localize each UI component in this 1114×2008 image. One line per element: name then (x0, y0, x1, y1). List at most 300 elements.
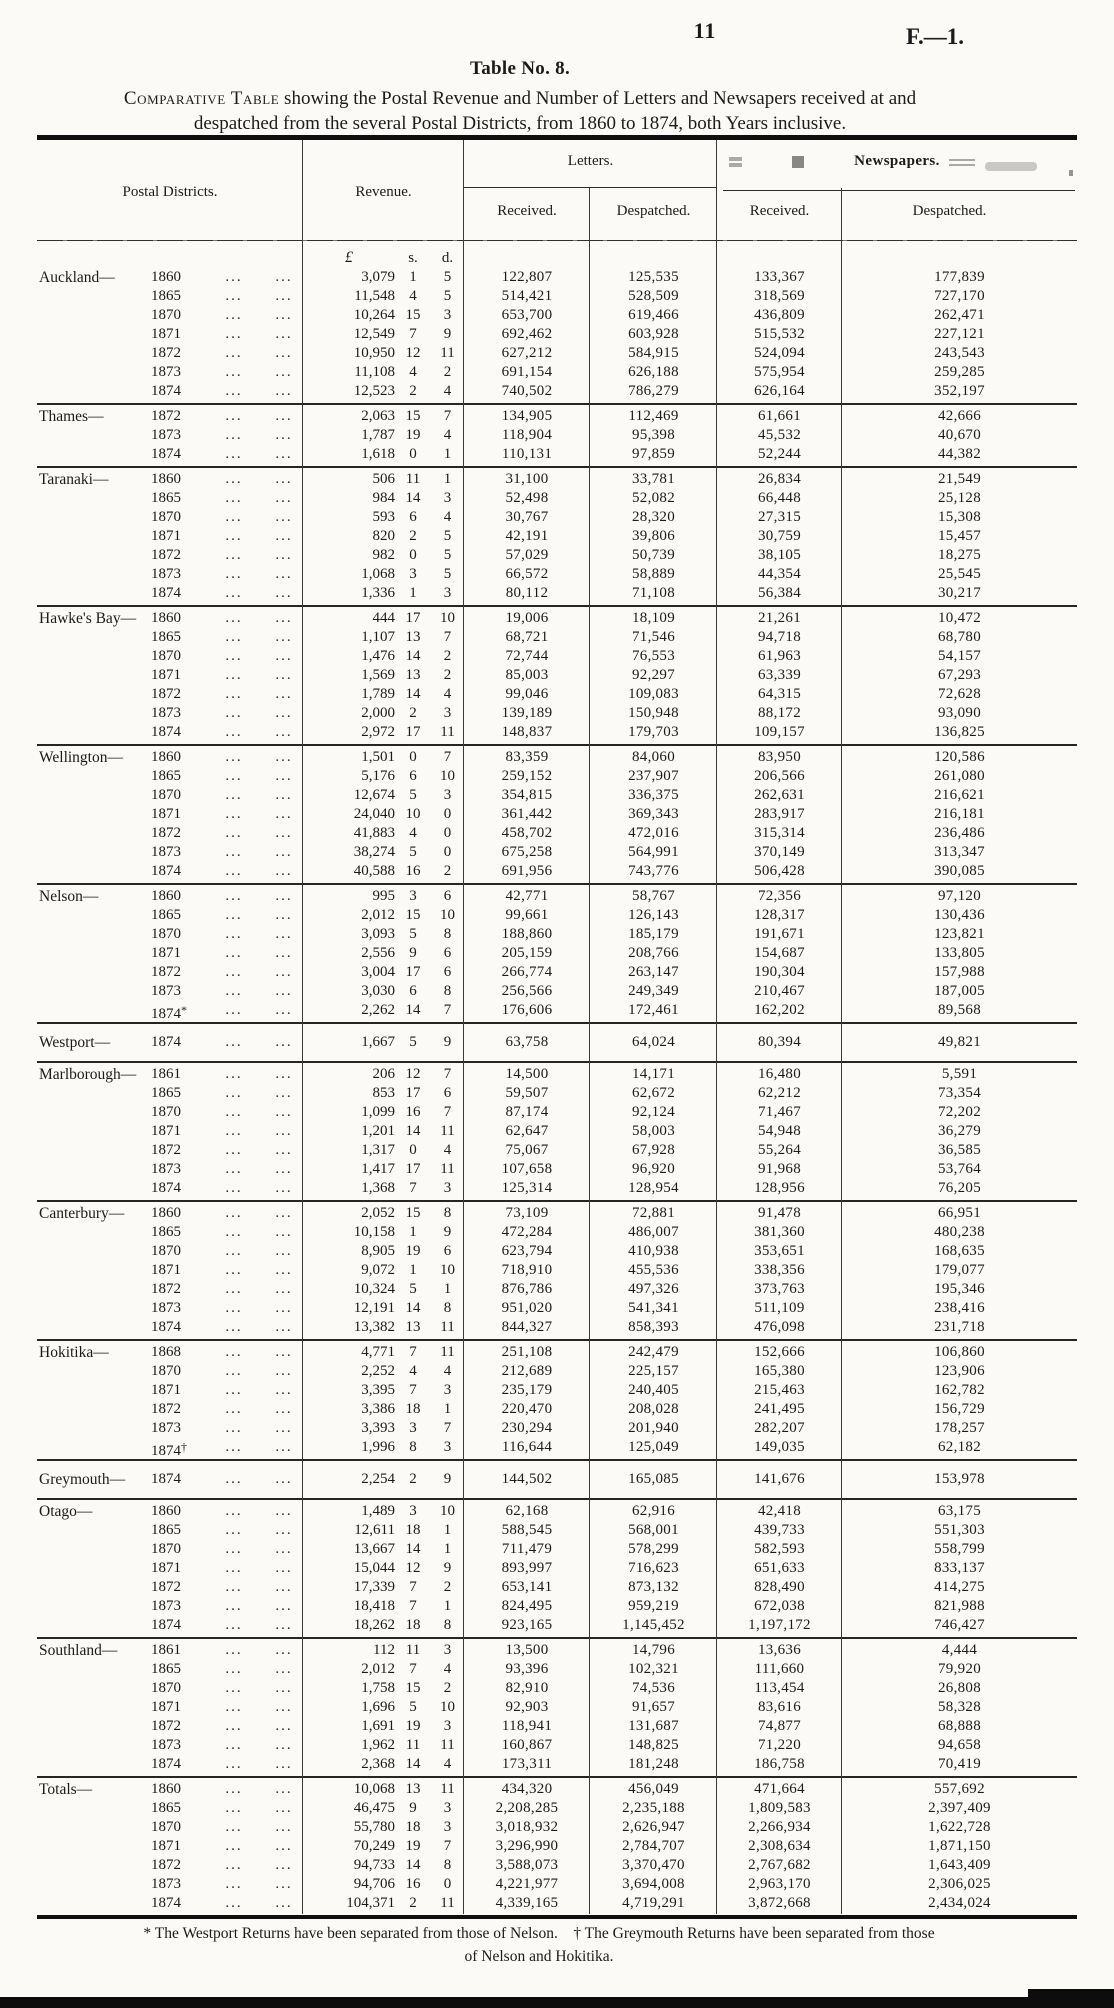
dot-leader: ... (225, 566, 243, 582)
letters-received-value: 951,020 (501, 1300, 553, 1316)
district-group (37, 609, 1077, 742)
district-name (37, 565, 151, 584)
year-label: 1870 (151, 1819, 181, 1835)
dot-leader: ... (225, 1401, 243, 1417)
year-label: 1872 (151, 964, 181, 980)
newspapers-despatched-value: 62,182 (937, 1439, 982, 1455)
revenue-shillings-value: 14 (405, 1541, 421, 1557)
table-row (37, 1856, 1077, 1875)
table-row (37, 1470, 1077, 1489)
newspapers-received-value: 282,207 (754, 1420, 805, 1436)
revenue-cell (303, 1179, 464, 1198)
year-label: 1874 (151, 724, 181, 740)
revenue-pence-value: 8 (443, 926, 452, 942)
district-year-cell (37, 1438, 303, 1461)
footnote-line1: * The Westport Returns have been separated from those of Nelson. † The Greymouth Returns have been separated from those (143, 1925, 935, 1942)
letters-received-value: 118,904 (501, 427, 553, 443)
revenue-cell (303, 685, 464, 704)
revenue-pounds-value: 2,252 (361, 1363, 395, 1379)
newspapers-despatched-value: 36,279 (937, 1123, 982, 1139)
newspapers-despatched-value: 157,988 (934, 964, 985, 980)
revenue-pounds-value: 2,063 (361, 408, 395, 424)
district-year-cell (37, 982, 303, 1001)
revenue-pence-value: 5 (443, 547, 452, 563)
revenue-pence-value: 9 (443, 326, 452, 342)
newspapers-despatched-value: 10,472 (937, 610, 982, 626)
letters-despatched-value: 128,954 (628, 1180, 679, 1196)
letters-despatched-value: 71,546 (631, 629, 676, 645)
revenue-shillings-value: 1 (409, 269, 417, 285)
dot-leader: ... (275, 1002, 293, 1018)
revenue-cell (303, 1261, 464, 1280)
revenue-pence-value: 11 (440, 1319, 455, 1335)
revenue-pence-value: 1 (443, 1541, 452, 1557)
revenue-shillings-value: 2 (409, 705, 417, 721)
table-row (37, 1502, 1077, 1521)
letters-received-value: 83,359 (505, 749, 549, 765)
letters-despatched-value: 603,928 (628, 326, 679, 342)
revenue-cell (303, 1223, 464, 1242)
revenue-pence-value: 4 (443, 686, 452, 702)
revenue-cell (303, 786, 464, 805)
revenue-cell (303, 407, 464, 426)
year-label: 1873 (151, 705, 181, 721)
dot-leader: ... (275, 1205, 293, 1221)
revenue-pence-value: 4 (443, 383, 452, 399)
newspapers-despatched-value: 66,951 (937, 1205, 982, 1221)
dot-leader: ... (225, 1503, 243, 1519)
letters-received-value: 125,314 (501, 1180, 553, 1196)
year-label: 1874 (151, 1617, 181, 1633)
revenue-shillings-value: 12 (405, 1066, 421, 1082)
year-label: 1874 (151, 383, 181, 399)
revenue-shillings-value: 18 (405, 1522, 421, 1538)
dot-leader: ... (225, 1363, 243, 1379)
dot-leader: ... (225, 1471, 243, 1487)
revenue-cell (303, 268, 464, 287)
revenue-pence-value: 0 (443, 825, 452, 841)
newspapers-received-value: 241,495 (754, 1401, 805, 1417)
revenue-cell (303, 1837, 464, 1856)
letters-received-value: 472,284 (501, 1224, 553, 1240)
year-label: 1872 (151, 408, 181, 424)
group-separator (37, 883, 1077, 885)
district-name (37, 1084, 151, 1103)
revenue-pounds-value: 1,107 (361, 629, 395, 645)
pound-symbol-header: £ (345, 249, 353, 266)
revenue-cell (303, 508, 464, 527)
revenue-pounds-value: 46,475 (353, 1800, 395, 1816)
revenue-cell (303, 1122, 464, 1141)
revenue-pence-value: 5 (443, 269, 452, 285)
revenue-cell (303, 1875, 464, 1894)
revenue-pence-value: 6 (443, 888, 452, 904)
letters-despatched-value: 71,108 (631, 585, 676, 601)
letters-despatched-value: 455,536 (628, 1262, 679, 1278)
newspapers-received-value: 506,428 (754, 863, 805, 879)
revenue-pounds-value: 1,368 (361, 1180, 395, 1196)
district-name (37, 1717, 151, 1736)
letters-despatched-value: 50,739 (631, 547, 676, 563)
district-name: Wellington— (39, 749, 123, 766)
revenue-cell (303, 1318, 464, 1337)
district-group (37, 1026, 1077, 1059)
letters-received-value: 57,029 (505, 547, 549, 563)
year-label: 1870 (151, 926, 181, 942)
newspapers-received-value: 63,339 (757, 667, 802, 683)
table-row (37, 704, 1077, 723)
newspapers-received-value: 62,212 (757, 1085, 802, 1101)
dot-leader: ... (275, 686, 293, 702)
revenue-pence-value: 3 (443, 787, 452, 803)
revenue-pence-value: 9 (443, 1224, 452, 1240)
revenue-pence-value: 9 (443, 1560, 452, 1576)
dot-leader: ... (275, 1756, 293, 1772)
letters-despatched-value: 486,007 (628, 1224, 679, 1240)
revenue-shillings-value: 5 (409, 1281, 417, 1297)
column-header-letters-received: Received. (497, 203, 557, 219)
revenue-cell (303, 843, 464, 862)
table-row (37, 1400, 1077, 1419)
revenue-shillings-value: 1 (409, 585, 417, 601)
district-group (37, 887, 1077, 1020)
table-row (37, 628, 1077, 647)
year-label: 1870 (151, 1541, 181, 1557)
year-label: 1870 (151, 787, 181, 803)
dot-leader: ... (225, 1699, 243, 1715)
district-year-cell (37, 628, 303, 647)
letters-despatched-value: 125,049 (628, 1439, 679, 1455)
revenue-shillings-value: 14 (405, 1002, 421, 1018)
year-label: 1860 (151, 269, 181, 285)
district-year-cell (37, 1736, 303, 1755)
revenue-shillings-value: 2 (409, 528, 417, 544)
revenue-pence-value: 10 (440, 610, 455, 626)
revenue-cell (303, 1894, 464, 1913)
letters-received-value: 160,867 (501, 1737, 553, 1753)
revenue-pence-value: 4 (443, 427, 452, 443)
district-group (37, 1502, 1077, 1635)
letters-despatched-value: 18,109 (631, 610, 676, 626)
table-row (37, 666, 1077, 685)
newspapers-received-value: 210,467 (754, 983, 805, 999)
letters-despatched-value: 84,060 (631, 749, 676, 765)
revenue-cell (303, 862, 464, 881)
year-label: 1860 (151, 749, 181, 765)
table-row (37, 1894, 1077, 1913)
dot-leader: ... (275, 844, 293, 860)
year-label: 1865 (151, 490, 181, 506)
revenue-pence-value: 2 (443, 667, 452, 683)
district-year-cell (37, 407, 303, 426)
district-name (37, 963, 151, 982)
letters-despatched-value: 3,370,470 (622, 1857, 685, 1873)
revenue-pence-value: 6 (443, 1243, 452, 1259)
district-year-cell (37, 1502, 303, 1521)
district-year-cell (37, 1204, 303, 1223)
revenue-shillings-value: 1 (409, 1262, 417, 1278)
table-row (37, 1559, 1077, 1578)
district-year-cell (37, 1799, 303, 1818)
newspapers-despatched-value: 227,121 (934, 326, 985, 342)
table-body (37, 248, 1077, 1913)
dot-leader: ... (225, 1420, 243, 1436)
footnote-mark: * (181, 1003, 187, 1017)
letters-despatched-value: 102,321 (628, 1661, 679, 1677)
newspapers-received-value: 476,098 (754, 1319, 805, 1335)
revenue-pounds-value: 820 (372, 528, 395, 544)
dot-leader: ... (225, 1895, 243, 1911)
district-name (37, 1698, 151, 1717)
district-name: Canterbury— (39, 1205, 125, 1222)
district-name (37, 1578, 151, 1597)
district-name (37, 584, 151, 603)
revenue-cell (303, 584, 464, 603)
newspapers-despatched-value: 97,120 (937, 888, 982, 904)
dot-leader: ... (275, 1503, 293, 1519)
dot-leader: ... (275, 528, 293, 544)
revenue-cell (303, 887, 464, 906)
newspapers-received-value: 56,384 (757, 585, 802, 601)
revenue-pounds-value: 444 (372, 610, 395, 626)
newspapers-received-value: 1,809,583 (748, 1800, 811, 1816)
dot-leader: ... (225, 749, 243, 765)
revenue-cell (303, 1438, 464, 1461)
revenue-shillings-value: 0 (409, 1142, 417, 1158)
revenue-pounds-value: 1,569 (361, 667, 395, 683)
district-year-cell (37, 1894, 303, 1913)
newspapers-despatched-value: 746,427 (934, 1617, 985, 1633)
revenue-pounds-value: 12,611 (354, 1522, 395, 1538)
dot-leader: ... (275, 667, 293, 683)
dot-leader: ... (275, 964, 293, 980)
table-row (37, 287, 1077, 306)
letters-received-value: 220,470 (501, 1401, 553, 1417)
dot-leader: ... (225, 629, 243, 645)
district-name: Hawke's Bay— (39, 610, 137, 627)
letters-despatched-value: 528,509 (628, 288, 679, 304)
revenue-shillings-value: 1 (409, 1224, 417, 1240)
revenue-shillings-value: 16 (405, 1104, 421, 1120)
year-label: 1871 (151, 1262, 181, 1278)
letters-received-value: 92,903 (505, 1699, 549, 1715)
table-row (37, 1299, 1077, 1318)
revenue-pence-value: 0 (443, 1876, 452, 1892)
footnote-line2: of Nelson and Hokitika. (464, 1948, 614, 1965)
revenue-pounds-value: 3,386 (361, 1401, 395, 1417)
year-label: 1870 (151, 1104, 181, 1120)
revenue-cell (303, 489, 464, 508)
table-row (37, 1179, 1077, 1198)
revenue-pence-value: 7 (443, 629, 452, 645)
revenue-pence-value: 8 (443, 983, 452, 999)
district-name (37, 1755, 151, 1774)
revenue-pounds-value: 2,000 (361, 705, 395, 721)
district-year-cell (37, 685, 303, 704)
year-label: 1872 (151, 345, 181, 361)
dot-leader: ... (225, 806, 243, 822)
dot-leader: ... (275, 1224, 293, 1240)
newspapers-despatched-value: 30,217 (937, 585, 982, 601)
revenue-shillings-value: 3 (409, 566, 417, 582)
year-label: 1873 (151, 983, 181, 999)
revenue-pence-value: 7 (443, 1066, 452, 1082)
letters-despatched-value: 58,003 (631, 1123, 676, 1139)
year-label: 1871 (151, 1838, 181, 1854)
letters-despatched-value: 67,928 (631, 1142, 676, 1158)
newspapers-received-value: 38,105 (757, 547, 802, 563)
district-name (37, 1679, 151, 1698)
dot-leader: ... (275, 705, 293, 721)
revenue-shillings-value: 5 (409, 787, 417, 803)
year-label: 1861 (151, 1642, 181, 1658)
letters-despatched-value: 716,623 (628, 1560, 679, 1576)
newspapers-despatched-value: 53,764 (937, 1161, 982, 1177)
district-group (37, 407, 1077, 464)
letters-received-value: 99,046 (505, 686, 549, 702)
dot-leader: ... (275, 863, 293, 879)
dot-leader: ... (275, 1401, 293, 1417)
revenue-shillings-value: 7 (409, 1598, 417, 1614)
letters-received-value: 139,189 (501, 705, 553, 721)
newspapers-received-value: 80,394 (757, 1034, 802, 1050)
year-label: 1865 (151, 907, 181, 923)
district-group (37, 748, 1077, 881)
newspapers-received-value: 13,636 (757, 1642, 802, 1658)
district-name (37, 704, 151, 723)
table-title-line2: despatched from the several Postal Districts, from 1860 to 1874, both Years inclusive. (193, 113, 847, 134)
table-row (37, 584, 1077, 603)
table-row (37, 609, 1077, 628)
year-label: 1873 (151, 1598, 181, 1614)
letters-despatched-value: 2,784,707 (622, 1838, 685, 1854)
table-row (37, 407, 1077, 426)
letters-despatched-value: 126,143 (628, 907, 679, 923)
revenue-pence-value: 1 (443, 1598, 452, 1614)
dot-leader: ... (275, 307, 293, 323)
letters-received-value: 68,721 (505, 629, 549, 645)
dot-leader: ... (225, 825, 243, 841)
letters-received-value: 588,545 (501, 1522, 553, 1538)
letters-despatched-value: 959,219 (628, 1598, 679, 1614)
revenue-pence-value: 8 (443, 1205, 452, 1221)
letters-despatched-value: 3,694,008 (622, 1876, 685, 1892)
dot-leader: ... (275, 1471, 293, 1487)
district-year-cell (37, 805, 303, 824)
district-year-cell (37, 287, 303, 306)
letters-received-value: 82,910 (505, 1680, 549, 1696)
district-name (37, 1799, 151, 1818)
district-year-cell (37, 767, 303, 786)
revenue-shillings-value: 7 (409, 1661, 417, 1677)
newspapers-despatched-value: 187,005 (934, 983, 985, 999)
dot-leader: ... (225, 1579, 243, 1595)
letters-despatched-value: 541,341 (628, 1300, 679, 1316)
letters-received-value: 361,442 (501, 806, 553, 822)
revenue-pounds-value: 1,317 (361, 1142, 395, 1158)
district-name (37, 306, 151, 325)
table-row (37, 1280, 1077, 1299)
letters-despatched-value: 225,157 (628, 1363, 679, 1379)
revenue-pounds-value: 94,706 (353, 1876, 395, 1892)
revenue-pence-value: 1 (443, 471, 452, 487)
revenue-shillings-value: 5 (409, 844, 417, 860)
newspapers-despatched-value: 558,799 (934, 1541, 985, 1557)
revenue-pounds-value: 8,905 (361, 1243, 395, 1259)
newspapers-received-value: 71,220 (757, 1737, 802, 1753)
table-row (37, 546, 1077, 565)
revenue-pence-value: 4 (443, 1661, 452, 1677)
letters-received-value: 458,702 (501, 825, 553, 841)
newspapers-received-value: 190,304 (754, 964, 805, 980)
table-row (37, 1381, 1077, 1400)
district-year-cell (37, 1470, 303, 1489)
district-year-cell (37, 1698, 303, 1717)
newspapers-received-value: 2,767,682 (748, 1857, 811, 1873)
district-year-cell (37, 944, 303, 963)
newspapers-despatched-value: 216,181 (934, 806, 985, 822)
newspapers-received-value: 83,616 (757, 1699, 802, 1715)
dot-leader: ... (225, 1661, 243, 1677)
district-year-cell (37, 1616, 303, 1635)
dot-leader: ... (225, 1002, 243, 1018)
revenue-pounds-value: 3,393 (361, 1420, 395, 1436)
dot-leader: ... (275, 983, 293, 999)
district-year-cell (37, 1299, 303, 1318)
district-name (37, 805, 151, 824)
revenue-shillings-value: 19 (405, 1718, 421, 1734)
dot-leader: ... (275, 408, 293, 424)
dot-leader: ... (275, 1661, 293, 1677)
table-row (37, 1362, 1077, 1381)
revenue-shillings-value: 13 (405, 667, 421, 683)
revenue-shillings-value: 18 (405, 1819, 421, 1835)
dot-leader: ... (225, 1718, 243, 1734)
table-row (37, 1122, 1077, 1141)
district-name (37, 628, 151, 647)
revenue-pence-value: 3 (443, 1439, 452, 1455)
dot-leader: ... (225, 307, 243, 323)
dot-leader: ... (225, 1281, 243, 1297)
district-year-cell (37, 1559, 303, 1578)
revenue-cell (303, 767, 464, 786)
revenue-cell (303, 1540, 464, 1559)
revenue-shillings-value: 16 (405, 863, 421, 879)
dot-leader: ... (225, 1737, 243, 1753)
revenue-cell (303, 1299, 464, 1318)
letters-despatched-value: 2,235,188 (622, 1800, 685, 1816)
revenue-cell (303, 287, 464, 306)
table-row (37, 426, 1077, 445)
table-row (37, 1616, 1077, 1635)
district-year-cell (37, 1641, 303, 1660)
revenue-cell (303, 1660, 464, 1679)
dot-leader: ... (225, 509, 243, 525)
dot-leader: ... (225, 724, 243, 740)
letters-received-value: 718,910 (501, 1262, 553, 1278)
year-label: 1873 (151, 1737, 181, 1753)
table-row (37, 325, 1077, 344)
revenue-pounds-value: 3,030 (361, 983, 395, 999)
newspapers-despatched-value: 25,545 (937, 566, 982, 582)
newspapers-received-value: 575,954 (754, 364, 805, 380)
district-name (37, 1318, 151, 1337)
newspapers-received-value: 66,448 (757, 490, 802, 506)
newspapers-received-value: 152,666 (754, 1344, 805, 1360)
revenue-pounds-value: 5,176 (361, 768, 395, 784)
newspapers-despatched-value: 58,328 (937, 1699, 982, 1715)
letters-despatched-value: 472,016 (628, 825, 679, 841)
